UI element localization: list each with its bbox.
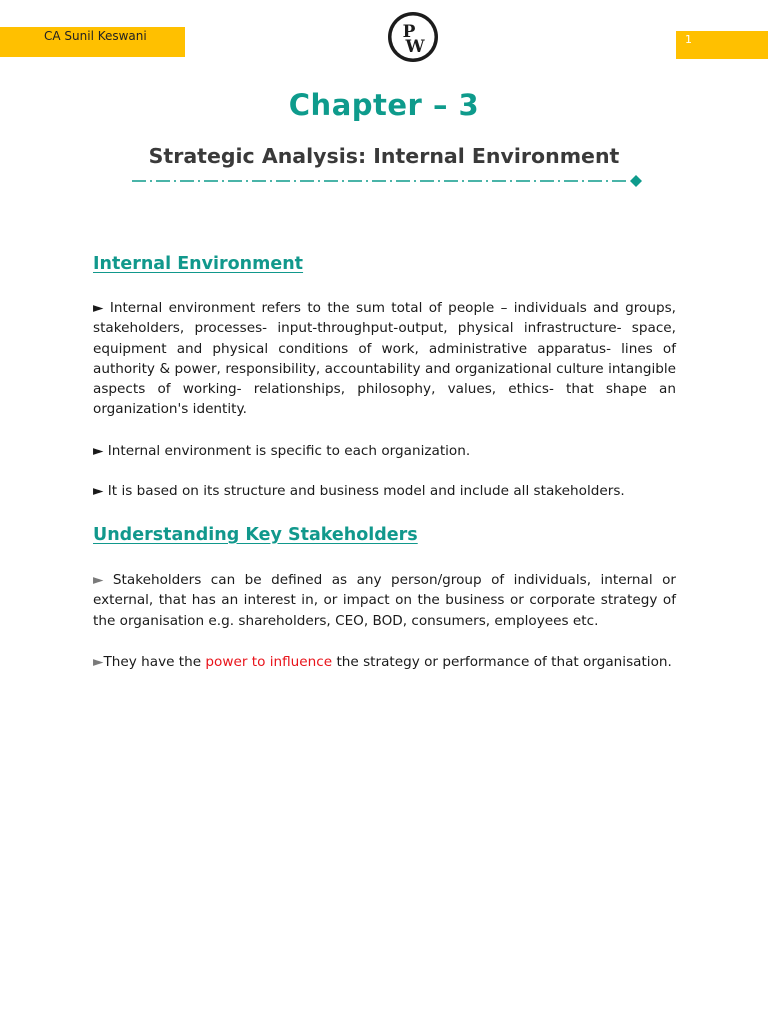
title-divider xyxy=(130,173,642,189)
influence-text-after: the strategy or performance of that organisation. xyxy=(332,654,672,670)
influence-text-before: They have the xyxy=(103,654,206,670)
paragraph-internal-environment-specific xyxy=(93,441,676,461)
paragraph-stakeholders-definition xyxy=(93,570,676,631)
pw-logo-icon xyxy=(387,11,439,63)
page-number-tab xyxy=(676,31,768,59)
bullet-pointer-icon: ► xyxy=(93,443,104,459)
page-number: 1 xyxy=(685,33,692,46)
chapter-title: Chapter – 3 xyxy=(288,88,480,122)
chapter-subtitle: Strategic Analysis: Internal Environment xyxy=(148,144,620,168)
svg-text:P: P xyxy=(402,22,416,42)
svg-text:W: W xyxy=(405,37,425,57)
bullet-pointer-icon: ► xyxy=(93,572,104,588)
author-tab xyxy=(0,27,185,57)
paragraph-text: Internal environment is specific to each organization. xyxy=(107,443,471,459)
paragraph-structure-business-model xyxy=(93,481,676,501)
paragraph-internal-environment-definition xyxy=(93,298,676,420)
paragraph-power-to-influence xyxy=(93,652,676,672)
section-heading-internal-environment: Internal Environment xyxy=(93,254,304,274)
bullet-pointer-icon: ► xyxy=(93,654,104,670)
bullet-pointer-icon: ► xyxy=(93,483,104,499)
paragraph-text: Internal environment refers to the sum total of people – individuals and groups, stakeholders, processes- input-throughput-output, physical infrastructure- space, equipment and physical conditions of work, administrative apparatus- lines of authority & power, responsibility, accountability and organizational culture intangible aspects of working- relationships, philosophy, values, ethics- that shape an organization's identity. xyxy=(93,300,676,418)
bullet-pointer-icon: ► xyxy=(93,300,104,316)
author-name: CA Sunil Keswani xyxy=(44,29,147,43)
highlight-power-to-influence: power to influence xyxy=(205,654,333,670)
paragraph-text: Stakeholders can be defined as any person/group of individuals, internal or external, that has an interest in, or impact on the business or corporate strategy of the organisation e.g. shareholders, CEO, BOD, consumers, employees etc. xyxy=(93,572,676,629)
section-heading-key-stakeholders: Understanding Key Stakeholders xyxy=(93,525,418,545)
paragraph-text: It is based on its structure and business model and include all stakeholders. xyxy=(107,483,625,499)
